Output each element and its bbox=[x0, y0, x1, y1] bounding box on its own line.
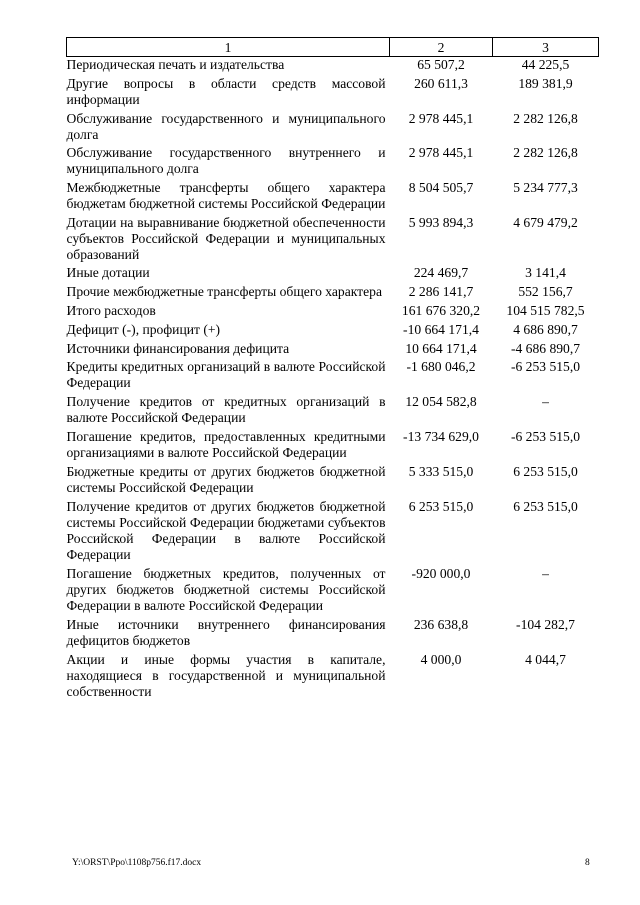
row-value-col3: – bbox=[542, 394, 549, 409]
row-value-col3: 4 044,7 bbox=[525, 652, 566, 667]
row-name: Обслуживание государственного и муниципального долга bbox=[66, 111, 386, 142]
row-value-col2: 2 286 141,7 bbox=[408, 284, 474, 299]
row-value-col2: 2 978 445,1 bbox=[408, 111, 474, 126]
table-row bbox=[67, 177, 599, 212]
row-name: Обслуживание государственного внутреннего и муниципального долга bbox=[66, 145, 386, 176]
row-value-col3: 44 225,5 bbox=[521, 57, 570, 72]
row-name: Погашение бюджетных кредитов, полученных от других бюджетов бюджетной системы Российской Федерации в валюте Российской Федерации bbox=[66, 566, 386, 613]
table-row bbox=[67, 57, 599, 74]
table-row bbox=[67, 300, 599, 319]
row-value-col2: -920 000,0 bbox=[411, 566, 471, 581]
row-value-col2: 4 000,0 bbox=[420, 652, 462, 667]
row-value-col3: 2 282 126,8 bbox=[513, 111, 578, 126]
table-row bbox=[67, 108, 599, 143]
row-name: Дотации на выравнивание бюджетной обеспеченности субъектов Российской Федерации и муниципальных образований bbox=[66, 215, 386, 262]
row-value-col3: -6 253 515,0 bbox=[510, 359, 581, 374]
row-name: Иные дотации bbox=[66, 265, 150, 280]
row-name: Акции и иные формы участия в капитале, находящиеся в государственной и муниципальной собственности bbox=[66, 652, 386, 699]
row-value-col3: -4 686 890,7 bbox=[510, 341, 581, 356]
row-value-col2: 224 469,7 bbox=[413, 265, 469, 280]
row-value-col2: 5 993 894,3 bbox=[408, 215, 474, 230]
table-row bbox=[67, 73, 599, 108]
row-value-col3: 6 253 515,0 bbox=[513, 464, 578, 479]
budget-table bbox=[66, 37, 599, 700]
row-value-col2: 6 253 515,0 bbox=[408, 499, 474, 514]
footer-file-path: Y:\ORST\Ppo\1108p756.f17.docx bbox=[72, 858, 202, 868]
row-value-col2: 10 664 171,4 bbox=[405, 341, 477, 356]
row-name: Другие вопросы в области средств массовой информации bbox=[66, 76, 386, 107]
row-name: Прочие межбюджетные трансферты общего характера bbox=[66, 284, 382, 299]
column-header-3: 3 bbox=[493, 38, 599, 57]
row-value-col3: 2 282 126,8 bbox=[513, 145, 578, 160]
table-row bbox=[67, 357, 599, 391]
row-name: Кредиты кредитных организаций в валюте Российской Федерации bbox=[66, 359, 386, 390]
table-row bbox=[67, 319, 599, 338]
table-row bbox=[67, 263, 599, 281]
column-header-2: 2 bbox=[390, 38, 493, 57]
row-value-col2: 260 611,3 bbox=[414, 76, 468, 91]
row-name: Итого расходов bbox=[66, 303, 156, 318]
row-name: Бюджетные кредиты от других бюджетов бюджетной системы Российской Федерации bbox=[66, 464, 386, 495]
row-value-col3: -6 253 515,0 bbox=[510, 429, 581, 444]
table-row bbox=[67, 281, 599, 300]
row-value-col3: 5 234 777,3 bbox=[513, 180, 578, 195]
row-value-col3: 6 253 515,0 bbox=[513, 499, 578, 514]
row-name: Получение кредитов от других бюджетов бюджетной системы Российской Федерации бюджетами субъектов Российской Федерации в валюте Российской Федерации bbox=[66, 499, 386, 562]
table-row bbox=[67, 143, 599, 177]
row-value-col3: 189 381,9 bbox=[518, 76, 573, 91]
table-row bbox=[67, 649, 599, 700]
table-body bbox=[67, 57, 599, 701]
table-row bbox=[67, 391, 599, 426]
table-row bbox=[67, 426, 599, 461]
row-value-col2: 2 978 445,1 bbox=[408, 145, 474, 160]
row-value-col2: 161 676 320,2 bbox=[401, 303, 481, 318]
row-value-col2: 12 054 582,8 bbox=[405, 394, 477, 409]
table-row bbox=[67, 563, 599, 614]
row-value-col2: 5 333 515,0 bbox=[408, 464, 474, 479]
table-row bbox=[67, 614, 599, 649]
table-row bbox=[67, 461, 599, 496]
row-value-col3: 552 156,7 bbox=[518, 284, 573, 299]
row-value-col3: 104 515 782,5 bbox=[506, 303, 585, 318]
row-name: Погашение кредитов, предоставленных кредитными организациями в валюте Российской Федерации bbox=[66, 429, 386, 460]
row-value-col2: -1 680 046,2 bbox=[406, 359, 476, 374]
row-value-col3: 3 141,4 bbox=[525, 265, 566, 280]
table-row bbox=[67, 338, 599, 357]
row-name: Источники финансирования дефицита bbox=[66, 341, 290, 356]
row-value-col3: – bbox=[542, 566, 549, 581]
table-row bbox=[67, 496, 599, 563]
row-name: Получение кредитов от кредитных организаций в валюте Российской Федерации bbox=[66, 394, 386, 425]
row-value-col3: -104 282,7 bbox=[516, 617, 575, 632]
column-header-1: 1 bbox=[67, 38, 390, 57]
table-row bbox=[67, 212, 599, 263]
row-value-col2: -10 664 171,4 bbox=[403, 322, 479, 337]
row-name: Дефицит (-), профицит (+) bbox=[66, 322, 221, 337]
row-name: Иные источники внутреннего финансирования дефицитов бюджетов bbox=[66, 617, 386, 648]
row-value-col3: 4 679 479,2 bbox=[513, 215, 578, 230]
row-name: Периодическая печать и издательства bbox=[66, 57, 285, 72]
row-value-col3: 4 686 890,7 bbox=[513, 322, 578, 337]
footer-page-number: 8 bbox=[585, 858, 590, 868]
row-value-col2: -13 734 629,0 bbox=[403, 429, 479, 444]
row-value-col2: 236 638,8 bbox=[413, 617, 469, 632]
table-header bbox=[67, 38, 599, 57]
row-name: Межбюджетные трансферты общего характера бюджетам бюджетной системы Российской Федерации bbox=[66, 180, 386, 211]
row-value-col2: 65 507,2 bbox=[417, 57, 465, 72]
row-value-col2: 8 504 505,7 bbox=[408, 180, 474, 195]
